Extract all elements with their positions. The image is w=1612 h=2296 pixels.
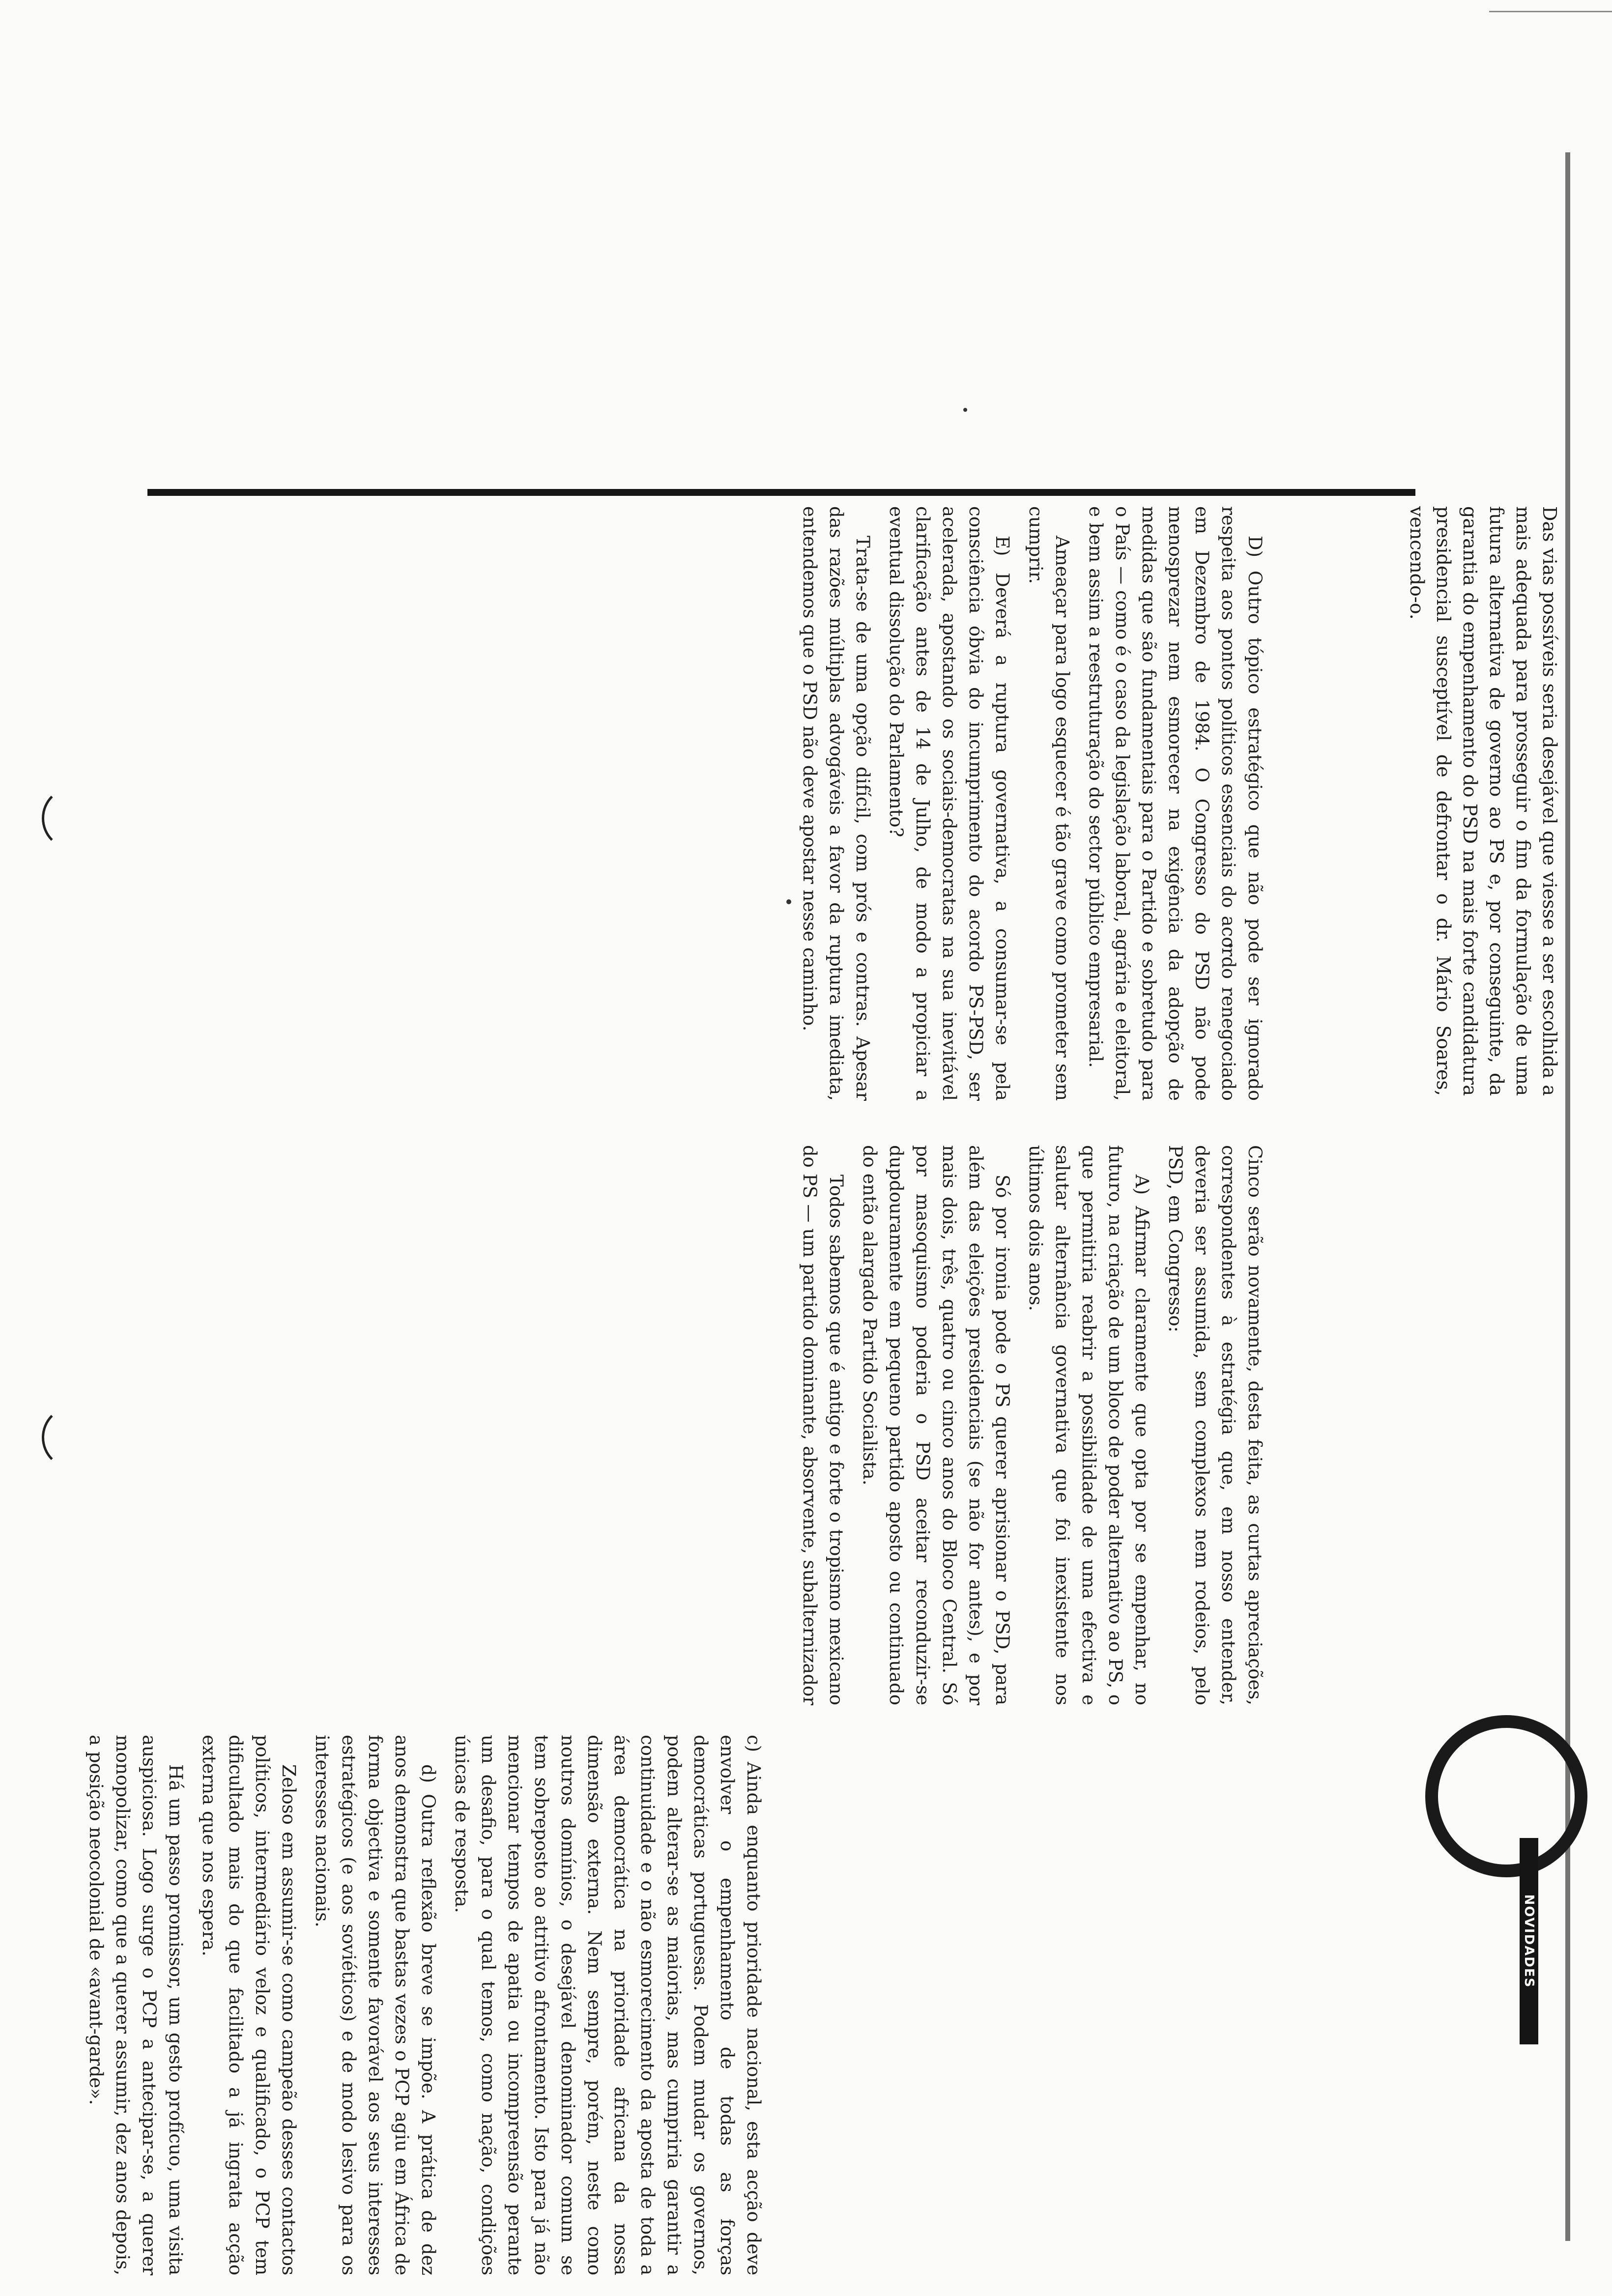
- paragraph: Ameaçar para logo esquecer é tão grave como prometer sem cumprir.: [1025, 506, 1073, 1101]
- logo-emblem: [1425, 1715, 1587, 1877]
- paragraph: Cinco serão novamente, desta feita, as curtas apreciações, correspondentes à estratégia que, em nosso entender, deveria ser assumida, sem complexos nem rodeios, pelo PSD, em Congresso:: [1165, 1145, 1266, 1705]
- scan-mark: [42, 786, 106, 850]
- logo-label: NOVIDADES: [1520, 1838, 1538, 2044]
- paragraph: c) Ainda enquanto prioridade nacional, esta acção deve envolver o empenhamento de todas as forças democráticas portuguesas. Podem mudar os governos, podem alterar-se as maiorias, mas cumpriria garantir a continuidade e o não esmorecimento da aposta de toda a área democrática na prioridade africana da nossa dimensão externa. Nem sempre, porém, neste como noutros domínios, o desejável denominador comum se tem sobreposto ao atritivo afrontamento. Isto para já não mencionar tempos de apatia ou incompreensão perante um desafio, para o qual temos, como nação, condições únicas de resposta.: [451, 1735, 764, 2275]
- column-left: [29, 1735, 767, 2275]
- paragraph: A) Afirmar claramente que opta por se empenhar, no futuro, na criação de um bloco de poder alternativo ao PS, o que permitiria reabrir a possibilidade de uma efectiva e salutar alternância governativa que foi inexistente nos últimos dois anos.: [1025, 1145, 1152, 1705]
- column-right: [1288, 506, 1563, 1096]
- column-divider-rule: [147, 489, 1415, 496]
- page-edge-shadow: [1565, 152, 1570, 2241]
- scan-edge-line: [1489, 11, 1612, 12]
- column-right-body: [786, 506, 1268, 1101]
- paragraph: Trata-se de uma opção difícil, com prós e contras. Apesar das razões múltiplas advogáveis a favor da ruptura imediata, entendemos que o PSD não deve apostar nesse caminho.: [799, 506, 873, 1101]
- paragraph: Há um passo promissor, um gesto profícuo, uma visita auspiciosa. Logo surge o PCP a antecipar-se, a querer monopolizar, como que a querer assumir, dez anos depois, a posição neocolonial de «avant-garde».: [86, 1735, 186, 2275]
- column-middle: [786, 1145, 1268, 1705]
- paragraph: d) Outra reflexão breve se impõe. A prática de dez anos demonstra que bastas vezes o PCP agiu em África de forma objectiva e somente favorável aos seus interesses estratégicos (e aos soviéticos) e de modo lesivo para os interesses nacionais.: [312, 1735, 439, 2275]
- paragraph: Das vias possíveis seria desejável que viesse a ser escolhida a mais adequada para prosseguir o fim da formulação de uma futura alternativa de governo ao PS e, por conseguinte, da garantia do empenhamento do PSD na mais forte candidatura presidencial susceptível de defrontar o dr. Mário Soares, vencendo-o.: [1406, 506, 1560, 1096]
- paragraph: E) Deverá a ruptura governativa, a consumar-se pela consciência óbvia do incumprimento do acordo PS-PSD, ser acelerada, apostando os sociais-democratas na sua inevitável clarificação antes de 14 de Julho, de modo a propiciar a eventual dissolução do Parlamento?: [886, 506, 1013, 1101]
- scan-mark: [42, 1406, 106, 1469]
- paragraph: Zeloso em assumir-se como campeão desses contactos políticos, intermediário veloz e qualificado, o PCP tem dificultado mais do que facilitado a já ingrata acção externa que nos espera.: [199, 1735, 299, 2275]
- paragraph: D) Outro tópico estratégico que não pode ser ignorado respeita aos pontos políticos essenciais do acordo renegociado em Dezembro de 1984. O Congresso do PSD não pode menosprezar nem esmorecer na exigência da adopção de medidas que são fundamentais para o Partido e sobretudo para o País — como é o caso da legislação laboral, agrária e eleitoral, e bem assim a reestruturação do sector público empresarial.: [1085, 506, 1266, 1101]
- paragraph: Só por ironia pode o PS querer aprisionar o PSD, para além das eleições presidenciais (se não for antes), e por mais dois, três, quatro ou cinco anos do Bloco Central. Só por masoquismo poderia o PSD aceitar reconduzir-se dupdouramente em pequeno partido aposto ou continuado do então alargado Partido Socialista.: [859, 1145, 1013, 1705]
- speck: [963, 408, 967, 412]
- paragraph: Todos sabemos que é antigo e forte o tropismo mexicano do PS — um partido dominante, absorvente, subalternizador: [799, 1145, 847, 1705]
